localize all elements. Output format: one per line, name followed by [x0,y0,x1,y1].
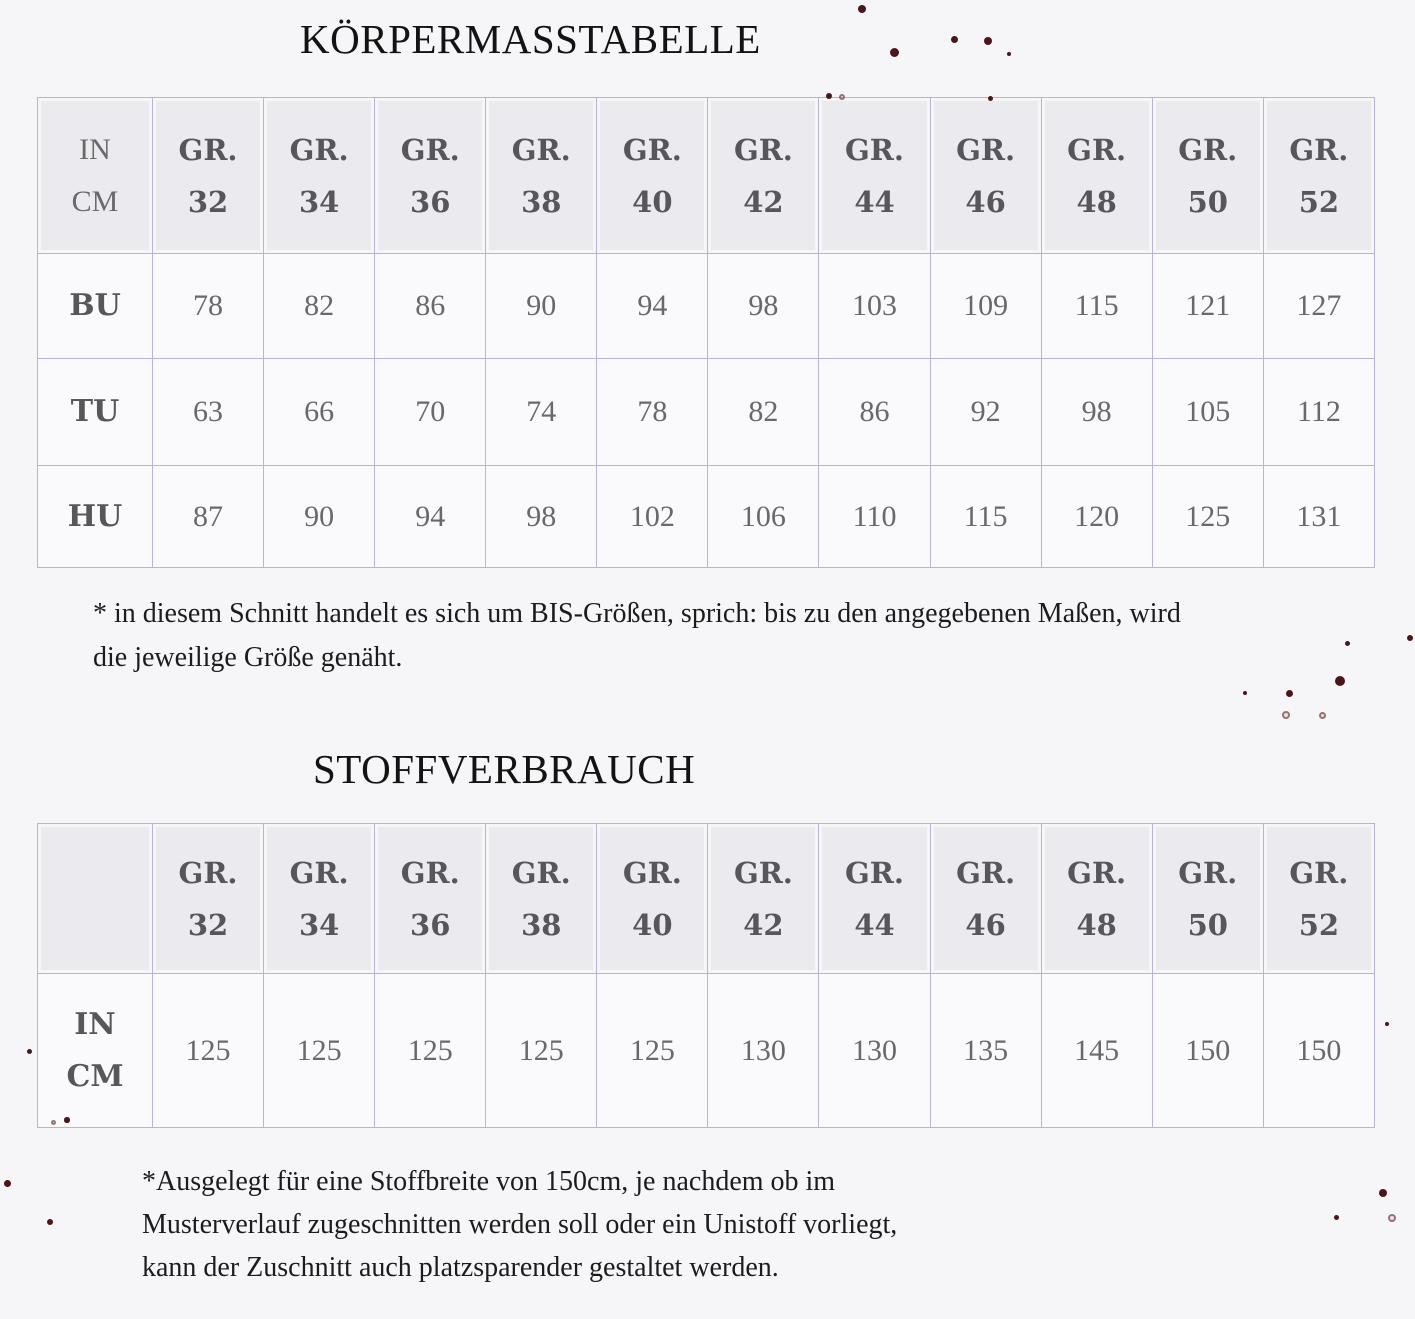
splatter-dot [1379,1189,1387,1197]
footnote-line: Musterverlauf zugeschnitten werden soll oder ein Unistoff vorliegt, [142,1209,898,1240]
unit-header-cell: IN CM [38,98,153,254]
measure-value-cell: 78 [597,359,708,466]
measure-value-cell: 121 [1152,254,1263,359]
size-header-cell: GR. 32 [153,824,264,974]
size-header-cell: GR. 44 [819,98,930,254]
measure-value-cell: 74 [486,359,597,466]
blank-header-cell [38,824,153,974]
measure-value-cell: 94 [375,466,486,568]
size-header-cell: GR. 50 [1152,98,1263,254]
size-header-cell: GR. 48 [1041,98,1152,254]
measure-label-cell: HU [38,466,153,568]
fabric-value-cell: 125 [264,974,375,1128]
size-header-cell: GR. 42 [708,98,819,254]
footnote-line: die jeweilige Größe genäht. [93,642,403,673]
measure-value-cell: 125 [1152,466,1263,568]
size-header-cell: GR. 52 [1263,824,1374,974]
splatter-dot [890,48,899,57]
measure-value-cell: 110 [819,466,930,568]
fabric-value-cell: 145 [1041,974,1152,1128]
measure-value-cell: 92 [930,359,1041,466]
size-header-cell: GR. 36 [375,98,486,254]
measure-value-cell: 98 [1041,359,1152,466]
splatter-dot [1388,1214,1396,1222]
size-header-cell: GR. 46 [930,824,1041,974]
splatter-dot [4,1180,11,1187]
size-header-cell: GR. 38 [486,98,597,254]
measure-value-cell: 112 [1263,359,1374,466]
size-header-cell: GR. 36 [375,824,486,974]
body-measurements-footnote [93,592,1181,680]
measure-value-cell: 115 [930,466,1041,568]
splatter-dot [1345,641,1350,646]
fabric-value-cell: 125 [375,974,486,1128]
measure-value-cell: 115 [1041,254,1152,359]
measure-value-cell: 87 [153,466,264,568]
measure-value-cell: 78 [153,254,264,359]
size-header-cell: GR. 40 [597,824,708,974]
splatter-dot [1407,635,1413,641]
fabric-value-cell: 125 [486,974,597,1128]
splatter-dot [1319,712,1326,719]
size-header-cell: GR. 32 [153,98,264,254]
measure-value-cell: 98 [708,254,819,359]
measure-value-cell: 131 [1263,466,1374,568]
size-header-cell: GR. 34 [264,98,375,254]
measure-value-cell: 86 [819,359,930,466]
fabric-consumption-table [37,823,1375,1128]
body-measurements-table [37,97,1375,568]
measure-value-cell: 66 [264,359,375,466]
measure-value-cell: 105 [1152,359,1263,466]
measure-value-cell: 106 [708,466,819,568]
fabric-value-cell: 130 [708,974,819,1128]
body-measurements-title: KÖRPERMASSTABELLE [300,16,761,62]
fabric-value-cell: 130 [819,974,930,1128]
splatter-dot [1286,690,1293,697]
splatter-dot [951,36,958,43]
splatter-dot [27,1049,32,1054]
measure-value-cell: 82 [264,254,375,359]
splatter-dot [47,1219,53,1225]
splatter-dot [1282,711,1290,719]
size-header-cell: GR. 52 [1263,98,1374,254]
measure-value-cell: 63 [153,359,264,466]
measure-value-cell: 86 [375,254,486,359]
splatter-dot [1335,676,1345,686]
measure-value-cell: 109 [930,254,1041,359]
fabric-value-cell: 125 [597,974,708,1128]
fabric-value-cell: 150 [1152,974,1263,1128]
size-header-cell: GR. 42 [708,824,819,974]
footnote-line: *Ausgelegt für eine Stoffbreite von 150cm, je nachdem ob im [142,1166,836,1197]
measure-value-cell: 98 [486,466,597,568]
footnote-line: kann der Zuschnitt auch platzsparender gestaltet werden. [142,1252,779,1283]
measure-label-cell: TU [38,359,153,466]
fabric-value-cell: 135 [930,974,1041,1128]
size-header-cell: GR. 40 [597,98,708,254]
measure-label-cell: BU [38,254,153,359]
size-header-cell: GR. 34 [264,824,375,974]
splatter-dot [1385,1022,1389,1026]
fabric-consumption-title: STOFFVERBRAUCH [313,746,696,792]
fabric-value-cell: 125 [153,974,264,1128]
measure-value-cell: 102 [597,466,708,568]
splatter-dot [858,5,866,13]
fabric-unit-label-cell: IN CM [38,974,153,1128]
splatter-dot [984,37,992,45]
measure-value-cell: 94 [597,254,708,359]
size-header-cell: GR. 44 [819,824,930,974]
splatter-dot [1334,1215,1339,1220]
fabric-value-cell: 150 [1263,974,1374,1128]
measure-value-cell: 90 [486,254,597,359]
fabric-consumption-footnote [142,1160,897,1289]
size-header-cell: GR. 48 [1041,824,1152,974]
measure-value-cell: 90 [264,466,375,568]
splatter-dot [1007,52,1011,56]
measure-value-cell: 103 [819,254,930,359]
footnote-line: * in diesem Schnitt handelt es sich um BIS-Größen, sprich: bis zu den angegebenen Maßen, wird [93,598,1181,629]
size-header-cell: GR. 38 [486,824,597,974]
size-header-cell: GR. 50 [1152,824,1263,974]
measure-value-cell: 70 [375,359,486,466]
measure-value-cell: 120 [1041,466,1152,568]
measure-value-cell: 82 [708,359,819,466]
measure-value-cell: 127 [1263,254,1374,359]
splatter-dot [1243,691,1247,695]
size-header-cell: GR. 46 [930,98,1041,254]
